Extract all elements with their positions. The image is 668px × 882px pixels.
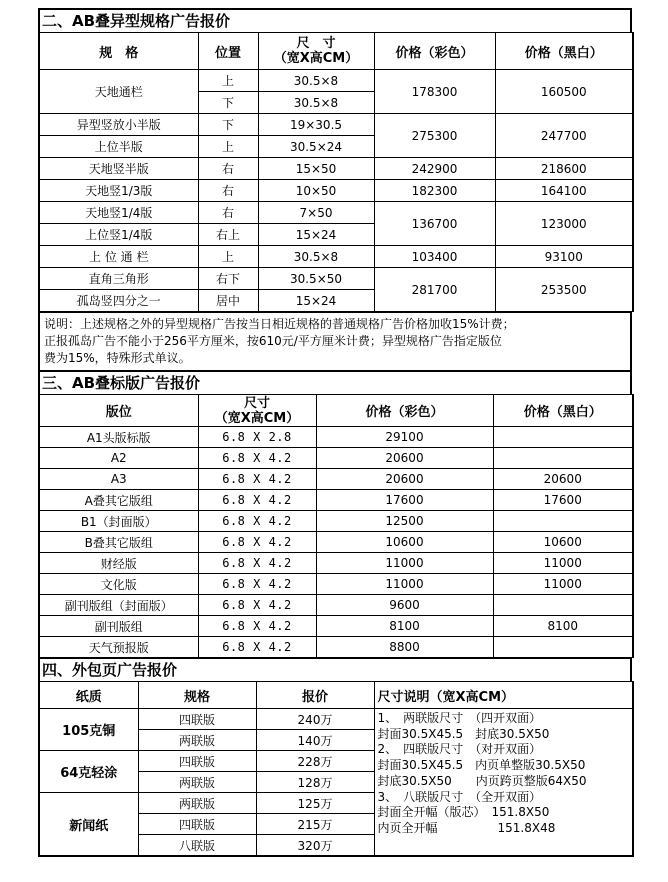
bw-price-cell: 8100 <box>493 616 633 637</box>
col-header-size-label: 尺 寸 <box>296 36 336 51</box>
table-row <box>39 553 633 574</box>
color-price-cell: 275300 <box>374 114 495 158</box>
position-cell: A叠其它版组 <box>39 490 198 511</box>
table-row <box>39 574 633 595</box>
size-line: 封面30.5X45.5 内页单整版30.5X50 <box>377 758 586 773</box>
table-row <box>39 202 633 224</box>
spec-cell: 四联版 <box>138 814 256 835</box>
position-cell: 文化版 <box>39 574 198 595</box>
spec-cell: 天地通栏 <box>39 70 198 114</box>
color-price-cell: 10600 <box>316 532 493 553</box>
spec-cell: 天地竖1/4版 <box>39 202 198 224</box>
bw-price-cell: 20600 <box>493 469 633 490</box>
color-price-cell: 17600 <box>316 490 493 511</box>
spec-cell: 上 位 通 栏 <box>39 246 198 268</box>
bw-price-cell: 93100 <box>495 246 633 268</box>
col-header-size <box>198 395 316 427</box>
spec-cell: 两联版 <box>138 793 256 814</box>
position-cell: B叠其它版组 <box>39 532 198 553</box>
color-price-cell: 11000 <box>316 574 493 595</box>
spec-cell: 四联版 <box>138 751 256 772</box>
table-row <box>39 511 633 532</box>
size-cell: 6.8 X 4.2 <box>198 553 316 574</box>
size-cell: 6.8 X 4.2 <box>198 469 316 490</box>
position-cell: A1头版标版 <box>39 427 198 448</box>
price-cell: 240万 <box>256 709 374 730</box>
spec-cell: 直角三角形 <box>39 268 198 290</box>
paper-cell: 新闻纸 <box>39 793 138 857</box>
size-cell: 6.8 X 4.2 <box>198 574 316 595</box>
size-cell: 30.5×8 <box>258 246 374 268</box>
size-cell: 6.8 X 4.2 <box>198 595 316 616</box>
color-price-cell: 242900 <box>374 158 495 180</box>
section4-title: 四、外包页广告报价 <box>38 658 632 681</box>
price-cell: 125万 <box>256 793 374 814</box>
spec-cell: 两联版 <box>138 772 256 793</box>
color-price-cell: 178300 <box>374 70 495 114</box>
col-header-spec: 规格 <box>138 682 256 709</box>
size-cell: 30.5×50 <box>258 268 374 290</box>
price-cell: 215万 <box>256 814 374 835</box>
size-cell: 30.5×24 <box>258 136 374 158</box>
table-row <box>39 448 633 469</box>
color-price-cell: 9600 <box>316 595 493 616</box>
color-price-cell: 281700 <box>374 268 495 312</box>
table-row <box>39 268 633 290</box>
section2-header-row <box>39 33 633 70</box>
table-row <box>39 70 633 92</box>
position-cell: 财经版 <box>39 553 198 574</box>
size-cell: 7×50 <box>258 202 374 224</box>
color-price-cell: 136700 <box>374 202 495 246</box>
size-cell: 6.8 X 4.2 <box>198 616 316 637</box>
size-line: 内页全开幅 151.8X48 <box>377 820 556 835</box>
col-header-size-label: 尺寸 <box>243 395 270 411</box>
bw-price-cell: 218600 <box>495 158 633 180</box>
position-cell: A2 <box>39 448 198 469</box>
section3-title: 三、AB叠标版广告报价 <box>38 372 632 394</box>
color-price-cell: 12500 <box>316 511 493 532</box>
bw-price-cell <box>493 511 633 532</box>
col-header-size-unit: （宽X高CM） <box>273 51 359 66</box>
size-cell: 6.8 X 2.8 <box>198 427 316 448</box>
position-cell: 上 <box>198 136 258 158</box>
color-price-cell: 11000 <box>316 553 493 574</box>
spec-cell: 八联版 <box>138 835 256 857</box>
table-row <box>39 532 633 553</box>
size-cell: 6.8 X 4.2 <box>198 448 316 469</box>
position-cell: 右 <box>198 158 258 180</box>
size-description <box>374 709 633 857</box>
position-cell: B1（封面版） <box>39 511 198 532</box>
size-cell: 19×30.5 <box>258 114 374 136</box>
size-line: 封面全开幅（版芯） 151.8X50 <box>377 805 550 820</box>
position-cell: 右 <box>198 202 258 224</box>
table-row <box>39 595 633 616</box>
size-cell: 6.8 X 4.2 <box>198 637 316 658</box>
table-row <box>39 114 633 136</box>
price-sheet <box>38 8 632 857</box>
table-row <box>39 490 633 511</box>
position-cell: 天气预报版 <box>39 637 198 658</box>
bw-price-cell: 10600 <box>493 532 633 553</box>
note-line: 说明：上述规格之外的异型规格广告按当日相近规格的普通规格广告价格加收15%计费； <box>44 317 515 331</box>
color-price-cell: 29100 <box>316 427 493 448</box>
table-row <box>39 616 633 637</box>
size-cell: 10×50 <box>258 180 374 202</box>
table-row <box>39 427 633 448</box>
size-line: 封面30.5X45.5 封底30.5X50 <box>377 726 550 741</box>
color-price-cell: 182300 <box>374 180 495 202</box>
col-header-position: 版位 <box>39 395 198 427</box>
table-row <box>39 246 633 268</box>
position-cell: 下 <box>198 114 258 136</box>
bw-price-cell <box>493 595 633 616</box>
section3-header-row <box>39 395 633 427</box>
position-cell: 上 <box>198 70 258 92</box>
paper-cell: 105克铜 <box>39 709 138 751</box>
spec-cell: 异型竖放小半版 <box>39 114 198 136</box>
position-cell: 居中 <box>198 290 258 312</box>
size-cell: 6.8 X 4.2 <box>198 532 316 553</box>
position-cell: 右上 <box>198 224 258 246</box>
table-row <box>39 180 633 202</box>
spec-cell: 两联版 <box>138 730 256 751</box>
bw-price-cell: 17600 <box>493 490 633 511</box>
color-price-cell: 8100 <box>316 616 493 637</box>
table-row <box>39 709 633 730</box>
section2-note <box>38 312 632 372</box>
paper-cell: 64克轻涂 <box>39 751 138 793</box>
bw-price-cell: 164100 <box>495 180 633 202</box>
table-row <box>39 637 633 658</box>
table-row <box>39 158 633 180</box>
size-cell: 15×50 <box>258 158 374 180</box>
color-price-cell: 103400 <box>374 246 495 268</box>
section2-table <box>38 32 634 312</box>
size-line: 1、 两联版尺寸 （四开双面） <box>377 711 542 725</box>
col-header-spec: 规 格 <box>39 33 198 70</box>
bw-price-cell: 160500 <box>495 70 633 114</box>
bw-price-cell: 247700 <box>495 114 633 158</box>
position-cell: 右 <box>198 180 258 202</box>
col-header-color-price: 价格（彩色） <box>374 33 495 70</box>
spec-cell: 上位竖1/4版 <box>39 224 198 246</box>
note-line: 费为15%，特殊形式单议。 <box>44 351 191 365</box>
bw-price-cell: 123000 <box>495 202 633 246</box>
bw-price-cell: 11000 <box>493 574 633 595</box>
spec-cell: 上位半版 <box>39 136 198 158</box>
spec-cell: 天地竖半版 <box>39 158 198 180</box>
bw-price-cell <box>493 637 633 658</box>
col-header-size <box>258 33 374 70</box>
section2-title: 二、AB叠异型规格广告报价 <box>38 8 632 32</box>
section4-header-row <box>39 682 633 709</box>
col-header-position: 位置 <box>198 33 258 70</box>
color-price-cell: 20600 <box>316 448 493 469</box>
size-cell: 30.5×8 <box>258 70 374 92</box>
position-cell: A3 <box>39 469 198 490</box>
size-cell: 6.8 X 4.2 <box>198 490 316 511</box>
section4-table <box>38 681 634 857</box>
spec-cell: 天地竖1/3版 <box>39 180 198 202</box>
size-line: 封底30.5X50 内页跨页整版64X50 <box>377 773 587 788</box>
col-header-bw-price: 价格（黑白） <box>493 395 633 427</box>
size-cell: 30.5×8 <box>258 92 374 114</box>
position-cell: 副刊版组 <box>39 616 198 637</box>
size-cell: 15×24 <box>258 224 374 246</box>
table-row <box>39 469 633 490</box>
section3-table <box>38 394 634 658</box>
spec-cell: 孤岛竖四分之一 <box>39 290 198 312</box>
col-header-size-desc: 尺寸说明（宽X高CM） <box>374 682 633 709</box>
position-cell: 下 <box>198 92 258 114</box>
color-price-cell: 8800 <box>316 637 493 658</box>
position-cell: 上 <box>198 246 258 268</box>
position-cell: 右下 <box>198 268 258 290</box>
bw-price-cell <box>493 427 633 448</box>
position-cell: 副刊版组（封面版） <box>39 595 198 616</box>
bw-price-cell: 253500 <box>495 268 633 312</box>
size-line: 2、 四联版尺寸 （对开双面） <box>377 742 542 757</box>
size-cell: 15×24 <box>258 290 374 312</box>
bw-price-cell: 11000 <box>493 553 633 574</box>
price-cell: 228万 <box>256 751 374 772</box>
size-cell: 6.8 X 4.2 <box>198 511 316 532</box>
note-line: 正报孤岛广告不能小于256平方厘米，按610元/平方厘米计费；异型规格广告指定版位 <box>44 334 502 348</box>
col-header-price: 报价 <box>256 682 374 709</box>
col-header-color-price: 价格（彩色） <box>316 395 493 427</box>
col-header-size-unit: （宽X高CM） <box>214 410 300 426</box>
col-header-bw-price: 价格（黑白） <box>495 33 633 70</box>
color-price-cell: 20600 <box>316 469 493 490</box>
price-cell: 320万 <box>256 835 374 857</box>
price-cell: 128万 <box>256 772 374 793</box>
size-line: 3、 八联版尺寸 （全开双面） <box>377 789 542 804</box>
price-cell: 140万 <box>256 730 374 751</box>
col-header-paper: 纸质 <box>39 682 138 709</box>
bw-price-cell <box>493 448 633 469</box>
spec-cell: 四联版 <box>138 709 256 730</box>
